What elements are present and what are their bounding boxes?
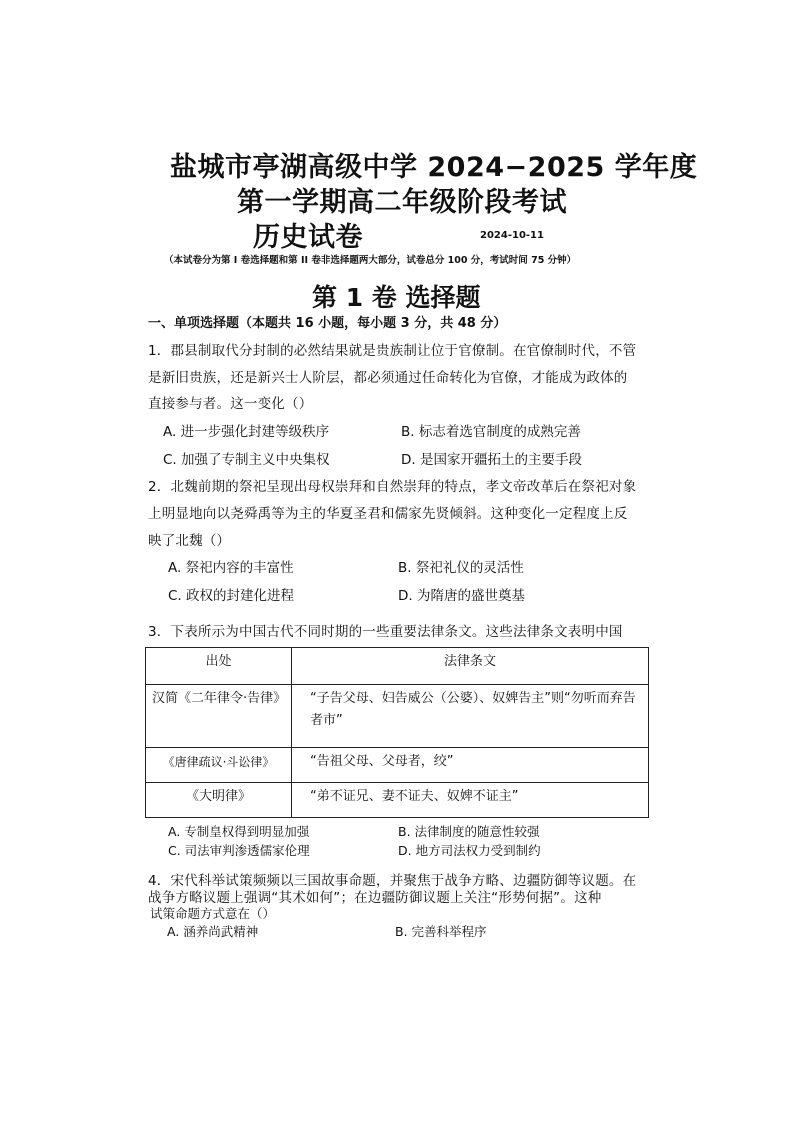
q1-option-d: D. 是国家开疆拓土的主要手段 xyxy=(401,452,582,468)
q2-option-d: D. 为隋唐的盛世奠基 xyxy=(398,588,525,604)
table-row xyxy=(146,748,649,783)
q2-line-1: 2．北魏前期的祭祀呈现出母权崇拜和自然崇拜的特点，孝文帝改革后在祭祀对象 xyxy=(148,479,637,495)
table-header-row xyxy=(146,648,649,685)
q1-option-a: A. 进一步强化封建等级秩序 xyxy=(163,424,330,440)
q2-option-a: A. 祭祀内容的丰富性 xyxy=(168,560,294,576)
q3-option-a: A. 专制皇权得到明显加强 xyxy=(168,824,310,839)
q1-option-b: B. 标志着选官制度的成熟完善 xyxy=(401,424,581,440)
q1-line-2: 是新旧贵族，还是新兴士人阶层，都必须通过任命转化为官僚，才能成为政体的 xyxy=(148,370,628,386)
table-row xyxy=(146,783,649,818)
exam-date: 2024-10-11 xyxy=(480,230,544,241)
q4-option-b: B. 完善科举程序 xyxy=(395,924,487,939)
q3-option-c: C. 司法审判渗透儒家伦理 xyxy=(168,843,310,858)
q2-option-c: C. 政权的封建化进程 xyxy=(168,588,295,604)
q3-option-b: B. 法律制度的随意性较强 xyxy=(398,824,540,839)
q1-line-1: 1．郡县制取代分封制的必然结果就是贵族制让位于官僚制。在官僚制时代，不管 xyxy=(148,343,637,359)
table-cell-source: 《唐律疏议·斗讼律》 xyxy=(146,748,292,783)
q3-stem: 3．下表所示为中国古代不同时期的一些重要法律条文。这些法律条文表明中国 xyxy=(148,624,623,640)
q1-option-c: C. 加强了专制主义中央集权 xyxy=(163,452,330,468)
table-row xyxy=(146,685,649,748)
q2-line-3: 映了北魏（） xyxy=(148,533,231,549)
q4-line-1: 4．宋代科举试策频频以三国故事命题，并聚焦于战争方略、边疆防御等议题。在 xyxy=(148,873,637,889)
q1-line-3: 直接参与者。这一变化（） xyxy=(148,396,313,412)
title-line-3: 历史试卷 xyxy=(253,222,363,253)
q4-line-3: 试策命题方式意在（） xyxy=(150,906,276,921)
q4-line-2: 战争方略议题上强调“其术如何”；在边疆防御议题上关注“形势何据”。这种 xyxy=(148,890,602,906)
exam-note: （本试卷分为第 I 卷选择题和第 II 卷非选择题两大部分，试卷总分 100 分，考试时间 75 分钟） xyxy=(164,255,577,266)
q2-line-2: 上明显地向以尧舜禹等为主的华夏圣君和儒家先贤倾斜。这种变化一定程度上反 xyxy=(148,506,628,522)
section-title: 第 1 卷 选择题 xyxy=(312,283,481,312)
table-cell-source: 《大明律》 xyxy=(146,783,292,818)
table-cell-text: “弟不证兄、妻不证夫、奴婢不证主” xyxy=(292,783,649,818)
table-header-source: 出处 xyxy=(146,648,292,685)
title-line-1: 盐城市亭湖高级中学 2024−2025 学年度 xyxy=(170,152,698,183)
table-header-text: 法律条文 xyxy=(292,648,649,685)
table-cell-text: “子告父母、妇告威公（公婆）、奴婢告主”则“勿听而弃告者市” xyxy=(292,685,649,748)
section-subtitle: 一、单项选择题（本题共 16 小题，每小题 3 分，共 48 分） xyxy=(148,316,507,331)
table-cell-text: “告祖父母、父母者，绞” xyxy=(292,748,649,783)
q3-option-d: D. 地方司法权力受到制约 xyxy=(398,843,541,858)
q4-option-a: A. 涵养尚武精神 xyxy=(167,924,259,939)
q2-option-b: B. 祭祀礼仪的灵活性 xyxy=(398,560,524,576)
table-cell-source: 汉简《二年律令·告律》 xyxy=(146,685,292,748)
law-table xyxy=(145,647,649,818)
title-line-2: 第一学期高二年级阶段考试 xyxy=(237,187,567,218)
